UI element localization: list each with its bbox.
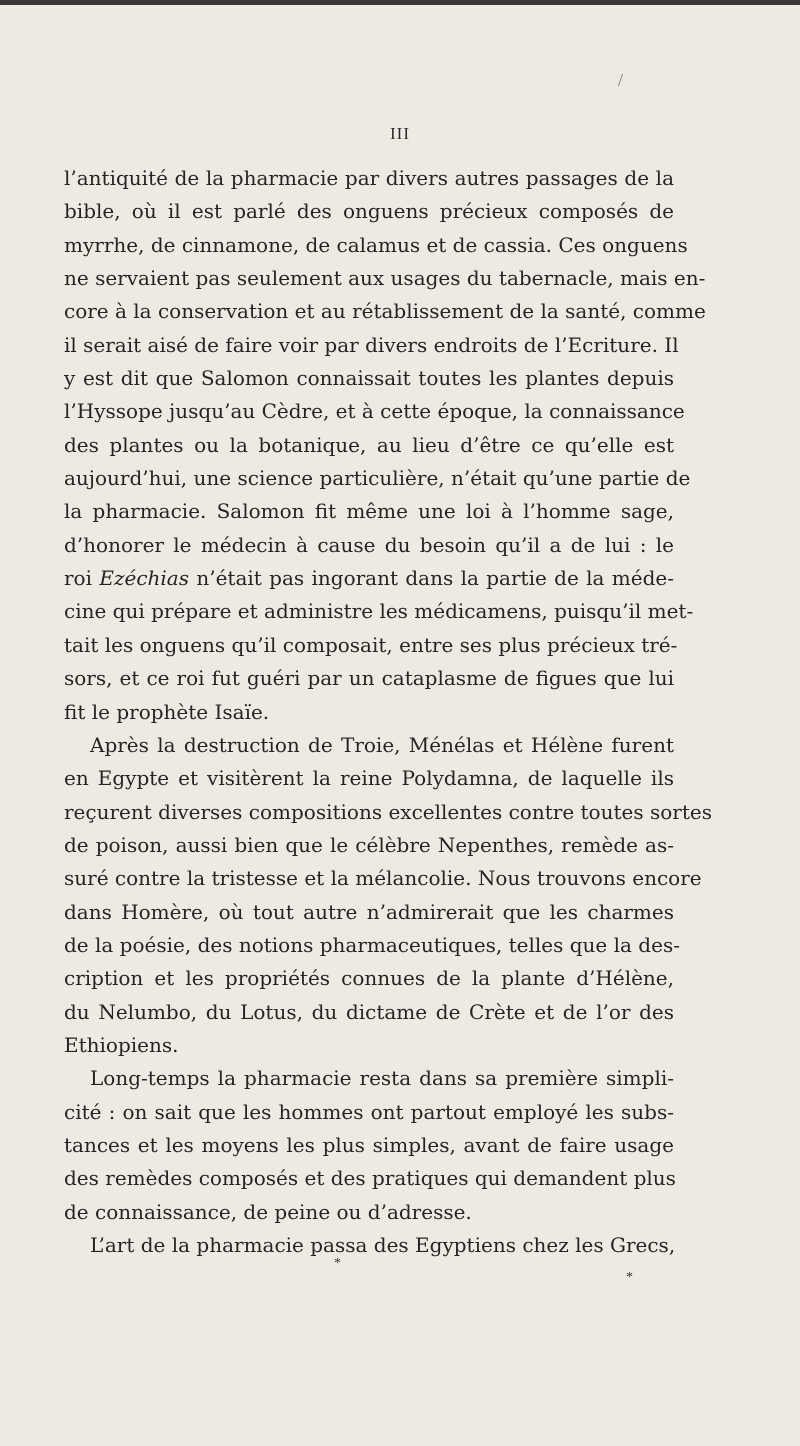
text-line: ne servaient pas seulement aux usages du tabernacle, mais en- [64,266,706,291]
text-line-paragraph-start: Long-temps la pharmacie resta dans sa première simpli- [90,1066,674,1091]
text-line: aujourd’hui, une science particulière, n’était qu’une partie de [64,466,691,491]
text-line: tances et les moyens les plus simples, avant de faire usage [64,1132,674,1157]
text-line: de la poésie, des notions pharmaceutiques, telles que la des- [64,932,680,957]
text-line: reçurent diverses compositions excellentes contre toutes sortes [64,799,712,824]
text-line: myrrhe, de cinnamone, de calamus et de cassia. Ces onguens [64,232,688,257]
text-line: core à la conservation et au rétablissement de la santé, comme [64,299,706,324]
italic-name-ezechias: Ezéchias [99,566,189,591]
ink-mark-asterisk: * [334,1256,341,1271]
text-line: sors, et ce roi fut guéri par un cataplasme de figues que lui [64,666,674,691]
text-segment: n’était pas ingorant dans la partie de la méde- [189,566,675,591]
text-line-paragraph-end: fit le prophète Isaïe. [64,699,270,724]
text-line: tait les onguens qu’il composait, entre ses plus précieux tré- [64,632,678,657]
text-line: cine qui prépare et administre les médicamens, puisqu’il met- [64,599,694,624]
text-line: d’honorer le médecin à cause du besoin qu’il a de lui : le [64,532,674,557]
text-line: en Egypte et visitèrent la reine Polydamna, de laquelle ils [64,766,674,791]
text-line-paragraph-start: Après la destruction de Troie, Ménélas et Hélène furent [90,732,674,757]
text-line-paragraph-start: L’art de la pharmacie passa des Egyptiens chez les Grecs, [90,1233,676,1257]
page-top-edge [0,0,800,5]
text-segment: roi [64,566,100,591]
text-line: l’Hyssope jusqu’au Cèdre, et à cette époque, la connaissance [64,399,685,424]
text-line: l’antiquité de la pharmacie par divers autres passages de la [64,166,674,190]
text-line: des plantes ou la botanique, au lieu d’être ce qu’elle est [64,432,674,457]
text-line: y est dit que Salomon connaissait toutes les plantes depuis [64,366,674,391]
text-line-ezechias [64,562,674,595]
text-line: de poison, aussi bien que le célèbre Nepenthes, remède as- [64,832,674,857]
text-line: la pharmacie. Salomon fit même une loi à l’homme sage, [64,499,674,524]
text-line: des remèdes composés et des pratiques qui demandent plus [64,1166,676,1191]
body-text [64,162,712,1262]
text-line: cription et les propriétés connues de la plante d’Hélène, [64,966,674,991]
text-line: bible, où il est parlé des onguens précieux composés de [64,199,674,224]
text-line: suré contre la tristesse et la mélancolie. Nous trouvons encore [64,866,702,891]
ink-mark-slash: / [618,70,624,90]
text-line: dans Homère, où tout autre n’admirerait que les charmes [64,899,674,924]
ink-mark-asterisk: * [626,1270,633,1285]
page-number: III [390,124,410,143]
text-line: cité : on sait que les hommes ont partout employé les subs- [64,1099,674,1124]
text-line: il serait aisé de faire voir par divers endroits de l’Ecriture. Il [64,332,679,357]
text-line-paragraph-end: Ethiopiens. [64,1032,179,1057]
text-line: du Nelumbo, du Lotus, du dictame de Crète et de l’or des [64,999,674,1024]
text-line-paragraph-end: de connaissance, de peine ou d’adresse. [64,1199,472,1224]
